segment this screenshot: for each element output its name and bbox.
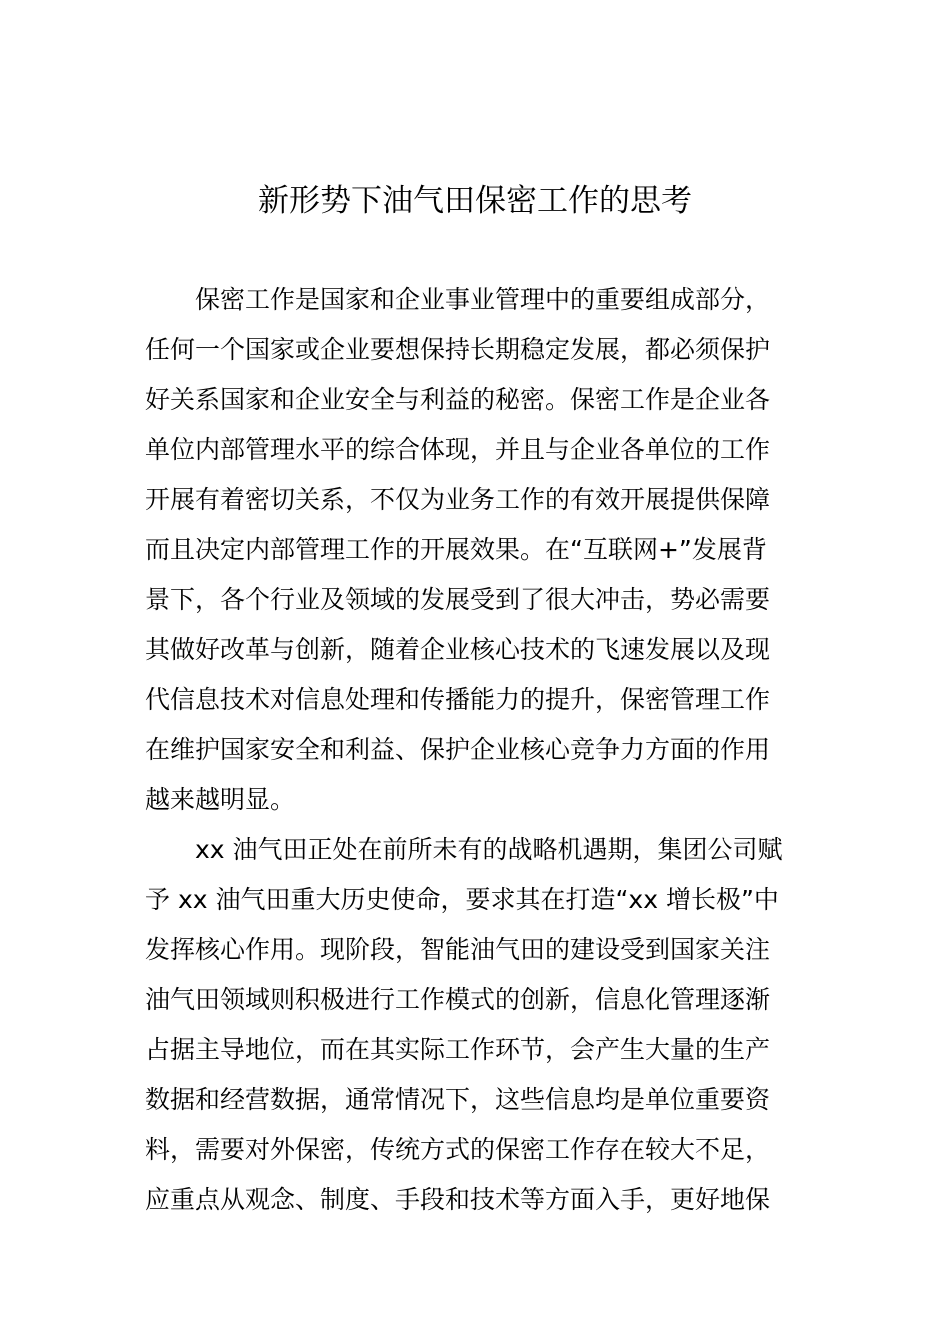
paragraph-1-line-8: 其做好改革与创新，随着企业核心技术的飞速发展以及现 bbox=[145, 635, 771, 664]
paragraph-1-line-1: 保密工作是国家和企业事业管理中的重要组成部分， bbox=[195, 285, 771, 314]
paragraph-1-line-6: 而且决定内部管理工作的开展效果。在“互联网+”发展背 bbox=[145, 535, 767, 564]
paragraph-1-line-11: 越来越明显。 bbox=[145, 785, 296, 814]
paragraph-1-line-3: 好关系国家和企业安全与利益的秘密。保密工作是企业各 bbox=[145, 385, 771, 414]
paragraph-2-line-5: 占据主导地位，而在其实际工作环节，会产生大量的生产 bbox=[145, 1035, 771, 1064]
paragraph-1-line-2: 任何一个国家或企业要想保持长期稳定发展，都必须保护 bbox=[145, 335, 771, 364]
paragraph-1-line-4: 单位内部管理水平的综合体现，并且与企业各单位的工作 bbox=[145, 435, 771, 464]
document-title: 新形势下油气田保密工作的思考 bbox=[258, 183, 692, 219]
paragraph-1-line-9: 代信息技术对信息处理和传播能力的提升，保密管理工作 bbox=[145, 685, 771, 714]
paragraph-2-line-1: xx 油气田正处在前所未有的战略机遇期，集团公司赋 bbox=[195, 835, 783, 864]
paragraph-2-line-4: 油气田领域则积极进行工作模式的创新，信息化管理逐渐 bbox=[145, 985, 771, 1014]
paragraph-1-line-7: 景下，各个行业及领域的发展受到了很大冲击，势必需要 bbox=[145, 585, 771, 614]
paragraph-2-line-8: 应重点从观念、制度、手段和技术等方面入手，更好地保 bbox=[145, 1185, 771, 1214]
paragraph-1-line-10: 在维护国家安全和利益、保护企业核心竞争力方面的作用 bbox=[145, 735, 771, 764]
paragraph-2-line-7: 料，需要对外保密，传统方式的保密工作存在较大不足， bbox=[145, 1135, 771, 1164]
paragraph-2-line-3: 发挥核心作用。现阶段，智能油气田的建设受到国家关注 bbox=[145, 935, 771, 964]
paragraph-2-line-6: 数据和经营数据，通常情况下，这些信息均是单位重要资 bbox=[145, 1085, 771, 1114]
paragraph-1-line-5: 开展有着密切关系，不仅为业务工作的有效开展提供保障 bbox=[145, 485, 771, 514]
paragraph-2-line-2: 予 xx 油气田重大历史使命，要求其在打造“xx 增长极”中 bbox=[145, 885, 779, 914]
